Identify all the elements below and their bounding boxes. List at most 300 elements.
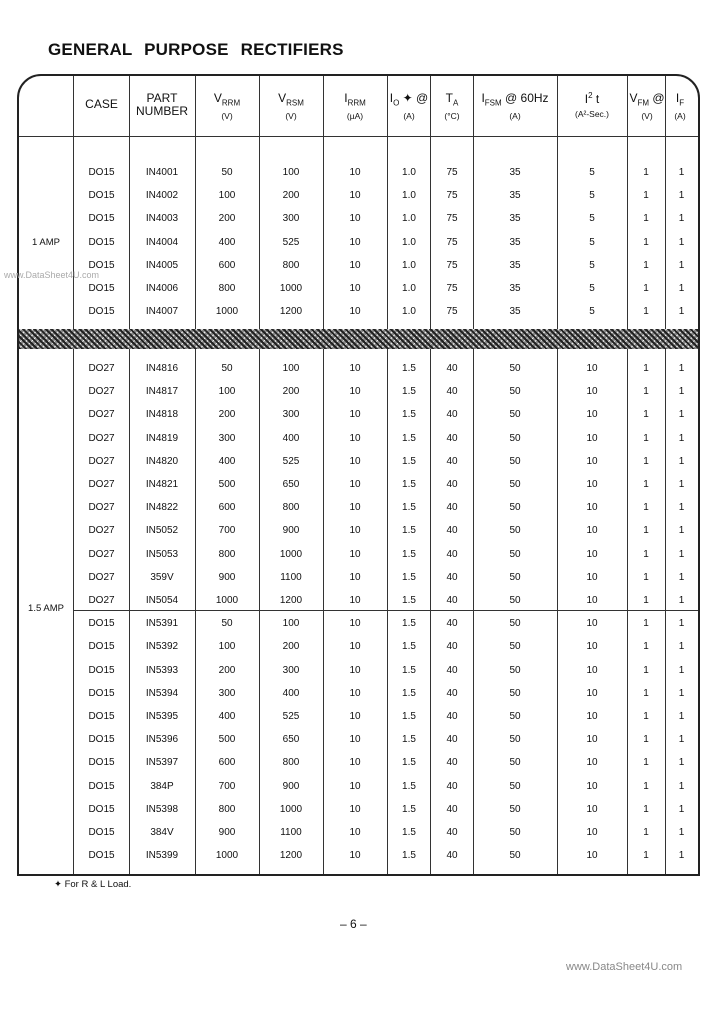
cell-case: DO27 [88,595,115,606]
header-vrsm-subscript: RSM [286,98,304,108]
cell-if: 1 [678,190,685,201]
header-ta-symbol: T [445,91,453,105]
cell-ta: 40 [446,363,458,374]
header-number-label: NUMBER [135,104,188,119]
header-vfm-symbol: V [629,91,638,105]
cell-vfm: 1 [643,237,649,248]
header-io-symbol: I [389,91,394,105]
cell-ifsm: 35 [509,190,521,201]
cell-irrm: 10 [349,781,361,792]
cell-part-number: IN4819 [145,433,179,444]
cell-vfm: 1 [643,260,649,271]
cell-ifsm: 50 [509,549,521,560]
cell-if: 1 [678,363,685,374]
cell-vfm: 1 [643,409,649,420]
cell-io: 1.5 [402,734,416,745]
header-irrm-unit: (µA) [346,111,364,122]
cell-irrm: 10 [349,711,361,722]
cell-vrrm: 400 [218,711,236,722]
cell-ifsm: 50 [509,665,521,676]
cell-io: 1.5 [402,850,416,861]
cell-part-number: IN4817 [145,386,179,397]
cell-irrm: 10 [349,237,361,248]
cell-io: 1.5 [402,804,416,815]
cell-ta: 40 [446,827,458,838]
cell-irrm: 10 [349,850,361,861]
cell-vrsm: 1200 [279,306,303,317]
cell-vrrm: 700 [218,781,236,792]
cell-if: 1 [678,502,685,513]
cell-vrsm: 300 [282,409,300,420]
cell-part-number: 384P [150,781,174,792]
cell-io: 1.5 [402,409,416,420]
cell-vfm: 1 [643,306,649,317]
cell-case: DO27 [88,502,115,513]
cell-ifsm: 50 [509,804,521,815]
cell-irrm: 10 [349,641,361,652]
footnote: ✦ For R & L Load. [54,879,132,890]
cell-case: DO15 [88,213,115,224]
cell-case: DO15 [88,641,115,652]
header-vrrm-symbol: V [213,91,222,105]
cell-case: DO15 [88,618,115,629]
header-vrrm [195,92,259,122]
header-io-unit: (A) [403,111,415,122]
cell-i2t: 10 [586,456,598,467]
cell-vrrm: 800 [218,549,236,560]
cell-irrm: 10 [349,283,361,294]
cell-case: DO27 [88,409,115,420]
cell-irrm: 10 [349,665,361,676]
cell-vrrm: 800 [218,283,236,294]
header-ifsm-symbol: I [481,91,485,105]
cell-part-number: IN5395 [145,711,179,722]
cell-vrsm: 1200 [279,850,303,861]
cell-io: 1.5 [402,386,416,397]
header-case [74,98,129,111]
cell-vfm: 1 [643,433,649,444]
cell-io: 1.5 [402,827,416,838]
cell-i2t: 10 [586,525,598,536]
cell-ifsm: 50 [509,757,521,768]
cell-part-number: IN4005 [145,260,179,271]
cell-i2t: 10 [586,595,598,606]
cell-part-number: IN4001 [145,167,179,178]
cell-ta: 75 [446,283,458,294]
cell-vrsm: 200 [282,641,300,652]
cell-i2t: 10 [586,409,598,420]
cell-ifsm: 50 [509,827,521,838]
cell-part-number: IN4002 [145,190,179,201]
cell-io: 1.0 [402,260,416,271]
cell-part-number: 359V [150,572,174,583]
cell-if: 1 [678,734,685,745]
cell-if: 1 [678,665,685,676]
cell-irrm: 10 [349,502,361,513]
header-vrsm-symbol: V [278,91,287,105]
header-case-label: CASE [85,97,118,111]
cell-vrrm: 900 [218,572,236,583]
cell-vrrm: 50 [221,618,233,629]
rectifier-table [17,74,700,876]
cell-case: DO15 [88,688,115,699]
cell-irrm: 10 [349,213,361,224]
cell-part-number: IN5397 [145,757,179,768]
cell-part-number: IN5053 [145,549,179,560]
header-i2t-superscript: 2 [588,91,593,100]
cell-part-number: 384V [150,827,174,838]
cell-vfm: 1 [643,479,649,490]
cell-irrm: 10 [349,167,361,178]
cell-vrsm: 1000 [279,549,303,560]
header-vfm-unit: (V) [641,111,653,122]
cell-i2t: 5 [589,260,595,271]
cell-io: 1.0 [402,237,416,248]
cell-if: 1 [678,688,685,699]
header-vfm-at: @ [652,91,665,105]
cell-io: 1.5 [402,595,416,606]
cell-vrsm: 900 [282,525,300,536]
cell-vfm: 1 [643,757,649,768]
cell-io: 1.5 [402,711,416,722]
header-vrrm-unit: (V) [221,111,233,122]
cell-ta: 40 [446,757,458,768]
cell-irrm: 10 [349,433,361,444]
cell-io: 1.5 [402,502,416,513]
cell-vrsm: 800 [282,260,300,271]
cell-ifsm: 50 [509,525,521,536]
cell-part-number: IN5398 [145,804,179,815]
cell-vrrm: 100 [218,386,236,397]
cell-part-number: IN5399 [145,850,179,861]
cell-io: 1.5 [402,641,416,652]
cell-irrm: 10 [349,549,361,560]
cell-vfm: 1 [643,688,649,699]
group-separator-band [19,329,698,349]
cell-ifsm: 35 [509,283,521,294]
cell-vrrm: 1000 [215,595,239,606]
cell-if: 1 [678,827,685,838]
cell-if: 1 [678,572,685,583]
cell-part-number: IN5394 [145,688,179,699]
cell-ta: 40 [446,688,458,699]
cell-i2t: 10 [586,827,598,838]
cell-i2t: 10 [586,433,598,444]
cell-io: 1.5 [402,688,416,699]
cell-vrrm: 200 [218,665,236,676]
cell-vfm: 1 [643,549,649,560]
header-ifsm-condition: @ 60Hz [505,91,549,105]
cell-vrsm: 100 [282,167,300,178]
cell-case: DO27 [88,479,115,490]
cell-vrrm: 600 [218,260,236,271]
cell-if: 1 [678,213,685,224]
cell-vrsm: 1100 [280,827,302,838]
cell-i2t: 10 [586,618,598,629]
cell-ifsm: 35 [509,260,521,271]
header-vrrm-subscript: RRM [221,98,241,108]
cell-ta: 75 [446,167,458,178]
cell-i2t: 10 [586,386,598,397]
header-i2t [557,92,627,120]
header-if-symbol: I [675,91,680,105]
cell-ifsm: 50 [509,409,521,420]
cell-vrsm: 650 [282,479,300,490]
header-ta [431,92,473,122]
cell-irrm: 10 [349,409,361,420]
cell-vfm: 1 [643,711,649,722]
cell-part-number: IN4818 [145,409,179,420]
cell-io: 1.5 [402,757,416,768]
cell-case: DO15 [88,167,115,178]
cell-if: 1 [678,781,685,792]
cell-vfm: 1 [643,213,649,224]
header-ta-subscript: A [453,98,459,108]
cell-ta: 75 [446,260,458,271]
cell-ta: 40 [446,525,458,536]
cell-vrrm: 50 [221,167,233,178]
cell-case: DO15 [88,827,115,838]
cell-case: DO27 [88,433,115,444]
header-ta-unit: (°C) [444,111,460,122]
cell-if: 1 [678,306,685,317]
page-title: GENERAL PURPOSE RECTIFIERS [48,40,344,59]
cell-i2t: 10 [586,502,598,513]
cell-vrsm: 1000 [279,804,303,815]
cell-part-number: IN5052 [145,525,179,536]
header-io-mark: ✦ @ [402,91,429,105]
cell-ifsm: 50 [509,456,521,467]
cell-ifsm: 50 [509,618,521,629]
cell-ifsm: 35 [509,306,521,317]
cell-vfm: 1 [643,827,649,838]
cell-irrm: 10 [349,363,361,374]
cell-irrm: 10 [349,572,361,583]
cell-ta: 40 [446,433,458,444]
cell-ifsm: 50 [509,363,521,374]
cell-io: 1.0 [402,306,416,317]
cell-case: DO27 [88,386,115,397]
cell-irrm: 10 [349,688,361,699]
cell-case: DO15 [88,734,115,745]
cell-vrrm: 200 [218,409,236,420]
cell-io: 1.5 [402,433,416,444]
cell-if: 1 [678,433,685,444]
cell-io: 1.0 [402,167,416,178]
cell-case: DO15 [88,237,115,248]
cell-irrm: 10 [349,456,361,467]
cell-if: 1 [678,409,685,420]
cell-vrsm: 800 [282,502,300,513]
cell-irrm: 10 [349,618,361,629]
cell-part-number: IN5396 [145,734,179,745]
cell-ta: 75 [446,213,458,224]
cell-case: DO27 [88,525,115,536]
cell-if: 1 [678,757,685,768]
cell-vrsm: 525 [282,237,300,248]
cell-vfm: 1 [643,456,649,467]
cell-ta: 40 [446,850,458,861]
cell-part-number: IN5392 [145,641,179,652]
cell-vfm: 1 [643,525,649,536]
header-if-unit: (A) [674,111,686,122]
cell-vrrm: 300 [218,433,236,444]
cell-i2t: 10 [586,572,598,583]
cell-vrrm: 50 [221,363,233,374]
cell-vrsm: 800 [282,757,300,768]
watermark-top: www.DataSheet4U.com [4,270,100,280]
cell-vrrm: 100 [218,641,236,652]
cell-if: 1 [678,641,685,652]
cell-if: 1 [678,386,685,397]
cell-vrsm: 100 [282,363,300,374]
cell-vrrm: 1000 [215,306,239,317]
cell-ifsm: 50 [509,572,521,583]
cell-ifsm: 50 [509,711,521,722]
cell-if: 1 [678,804,685,815]
cell-ta: 75 [446,237,458,248]
cell-io: 1.0 [402,213,416,224]
cell-i2t: 5 [589,213,595,224]
cell-part-number: IN4006 [145,283,179,294]
cell-ta: 40 [446,386,458,397]
cell-irrm: 10 [349,260,361,271]
cell-i2t: 10 [586,688,598,699]
cell-part-number: IN4007 [145,306,179,317]
cell-if: 1 [678,850,685,861]
package-change-rule [73,610,698,611]
cell-i2t: 10 [586,665,598,676]
cell-ta: 40 [446,549,458,560]
header-part-label: PART [146,91,178,105]
cell-part-number: IN4003 [145,213,179,224]
cell-vrrm: 500 [218,479,236,490]
cell-part-number: IN4820 [145,456,179,467]
cell-case: DO27 [88,572,115,583]
cell-vrsm: 650 [282,734,300,745]
cell-io: 1.5 [402,456,416,467]
cell-irrm: 10 [349,827,361,838]
cell-vrsm: 525 [282,711,300,722]
header-ifsm-subscript: FSM [484,98,502,108]
cell-case: DO15 [88,190,115,201]
header-if-subscript: F [679,98,685,108]
cell-i2t: 10 [586,734,598,745]
cell-ta: 40 [446,479,458,490]
cell-vrrm: 600 [218,757,236,768]
cell-irrm: 10 [349,757,361,768]
cell-vfm: 1 [643,595,649,606]
cell-io: 1.5 [402,618,416,629]
cell-i2t: 10 [586,804,598,815]
cell-vrrm: 400 [218,456,236,467]
cell-if: 1 [678,479,685,490]
cell-ifsm: 50 [509,386,521,397]
cell-irrm: 10 [349,479,361,490]
header-io-subscript: O [393,98,400,108]
cell-irrm: 10 [349,386,361,397]
cell-vrrm: 500 [218,734,236,745]
cell-vfm: 1 [643,665,649,676]
cell-vfm: 1 [643,363,649,374]
cell-ta: 40 [446,409,458,420]
cell-ta: 40 [446,711,458,722]
cell-irrm: 10 [349,306,361,317]
cell-i2t: 10 [586,757,598,768]
cell-vfm: 1 [643,781,649,792]
cell-case: DO15 [88,260,115,271]
header-ifsm [473,92,557,122]
cell-case: DO15 [88,757,115,768]
cell-vrrm: 100 [218,190,236,201]
cell-i2t: 10 [586,641,598,652]
cell-vrsm: 900 [282,781,300,792]
header-vrsm [259,92,323,122]
cell-i2t: 10 [586,711,598,722]
cell-if: 1 [678,260,685,271]
cell-ifsm: 35 [509,167,521,178]
cell-part-number: IN5054 [145,595,179,606]
cell-vfm: 1 [643,850,649,861]
cell-vfm: 1 [643,572,649,583]
cell-vrrm: 200 [218,213,236,224]
cell-io: 1.5 [402,572,416,583]
cell-case: DO27 [88,456,115,467]
header-ifsm-unit: (A) [509,111,521,122]
cell-ifsm: 50 [509,595,521,606]
header-i2t-unit: (A²-Sec.) [575,109,609,120]
header-vrsm-unit: (V) [285,111,297,122]
cell-io: 1.5 [402,525,416,536]
cell-vrrm: 700 [218,525,236,536]
cell-ifsm: 50 [509,781,521,792]
cell-ta: 40 [446,641,458,652]
cell-part-number: IN5391 [145,618,179,629]
cell-ta: 40 [446,781,458,792]
cell-vrsm: 200 [282,386,300,397]
cell-ta: 40 [446,665,458,676]
cell-vrsm: 1100 [280,572,302,583]
header-vfm-subscript: FM [637,98,650,108]
cell-ta: 40 [446,804,458,815]
cell-vrsm: 525 [282,456,300,467]
cell-if: 1 [678,525,685,536]
header-part-number [129,92,195,118]
header-if [665,92,695,122]
cell-case: DO15 [88,781,115,792]
cell-ifsm: 50 [509,688,521,699]
cell-ifsm: 50 [509,502,521,513]
cell-vfm: 1 [643,641,649,652]
cell-i2t: 10 [586,549,598,560]
header-i2t-symbol: I [584,92,589,106]
cell-part-number: IN5393 [145,665,179,676]
cell-case: DO15 [88,804,115,815]
group-label-1-5-amp: 1.5 AMP [28,603,64,614]
cell-ifsm: 50 [509,479,521,490]
cell-if: 1 [678,549,685,560]
cell-ta: 40 [446,595,458,606]
cell-ta: 40 [446,502,458,513]
cell-vfm: 1 [643,618,649,629]
cell-vrrm: 300 [218,688,236,699]
cell-ta: 40 [446,618,458,629]
page-number: – 6 – [340,917,367,931]
watermark-bottom: www.DataSheet4U.com [566,961,683,973]
cell-io: 1.5 [402,665,416,676]
cell-irrm: 10 [349,525,361,536]
cell-vfm: 1 [643,502,649,513]
